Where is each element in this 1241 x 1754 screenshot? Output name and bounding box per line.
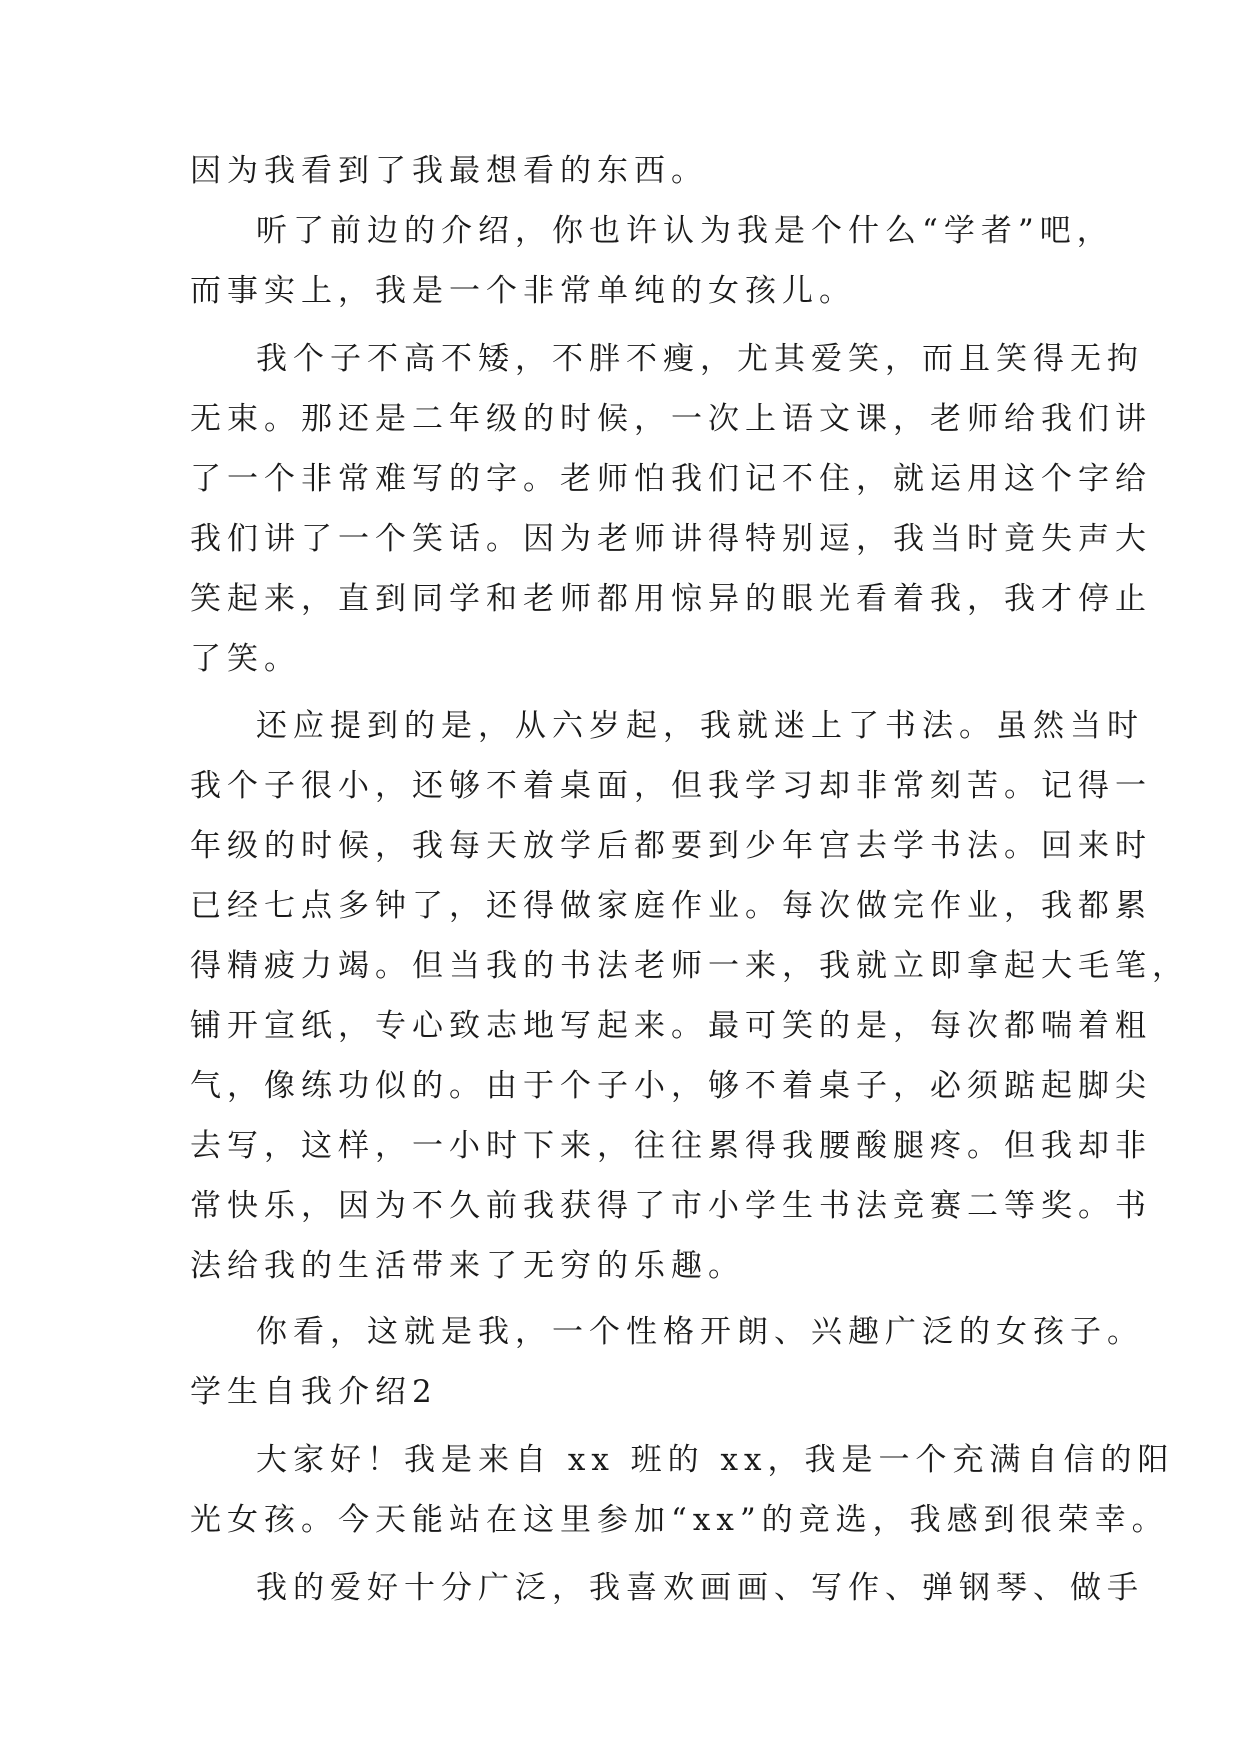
- paragraph-line: 我个子很小，还够不着桌面，但我学习却非常刻苦。记得一: [190, 768, 1152, 804]
- paragraph-line: 你看，这就是我，一个性格开朗、兴趣广泛的女孩子。: [256, 1314, 1144, 1350]
- paragraph-line: 听了前边的介绍，你也许认为我是个什么“学者”吧，: [256, 213, 1114, 249]
- paragraph-line: 大家好！我是来自 xx 班的 xx，我是一个充满自信的阳: [256, 1442, 1175, 1478]
- paragraph-line: 笑起来，直到同学和老师都用惊异的眼光看着我，我才停止: [190, 581, 1152, 617]
- paragraph-line: 因为我看到了我最想看的东西。: [190, 153, 708, 189]
- paragraph-line: 了笑。: [190, 641, 301, 677]
- paragraph-line: 我的爱好十分广泛，我喜欢画画、写作、弹钢琴、做手: [256, 1570, 1144, 1606]
- paragraph-line: 我个子不高不矮，不胖不瘦，尤其爱笑，而且笑得无拘: [256, 341, 1144, 377]
- paragraph-line: 了一个非常难写的字。老师怕我们记不住，就运用这个字给: [190, 461, 1152, 497]
- section-heading: 学生自我介绍2: [190, 1374, 438, 1410]
- paragraph-line: 还应提到的是，从六岁起，我就迷上了书法。虽然当时: [256, 708, 1144, 744]
- paragraph-line: 光女孩。今天能站在这里参加“xx”的竞选，我感到很荣幸。: [190, 1502, 1169, 1538]
- paragraph-line: 常快乐，因为不久前我获得了市小学生书法竞赛二等奖。书: [190, 1188, 1152, 1224]
- paragraph-line: 年级的时候，我每天放学后都要到少年宫去学书法。回来时: [190, 828, 1152, 864]
- paragraph-line: 我们讲了一个笑话。因为老师讲得特别逗，我当时竟失声大: [190, 521, 1152, 557]
- paragraph-line: 法给我的生活带来了无穷的乐趣。: [190, 1248, 745, 1284]
- paragraph-line: 而事实上，我是一个非常单纯的女孩儿。: [190, 273, 856, 309]
- paragraph-line: 去写，这样，一小时下来，往往累得我腰酸腿疼。但我却非: [190, 1128, 1152, 1164]
- paragraph-line: 已经七点多钟了，还得做家庭作业。每次做完作业，我都累: [190, 888, 1152, 924]
- paragraph-line: 得精疲力竭。但当我的书法老师一来，我就立即拿起大毛笔，: [190, 948, 1189, 984]
- paragraph-line: 气，像练功似的。由于个子小，够不着桌子，必须踮起脚尖: [190, 1068, 1152, 1104]
- paragraph-line: 无束。那还是二年级的时候，一次上语文课，老师给我们讲: [190, 401, 1152, 437]
- paragraph-line: 铺开宣纸，专心致志地写起来。最可笑的是，每次都喘着粗: [190, 1008, 1152, 1044]
